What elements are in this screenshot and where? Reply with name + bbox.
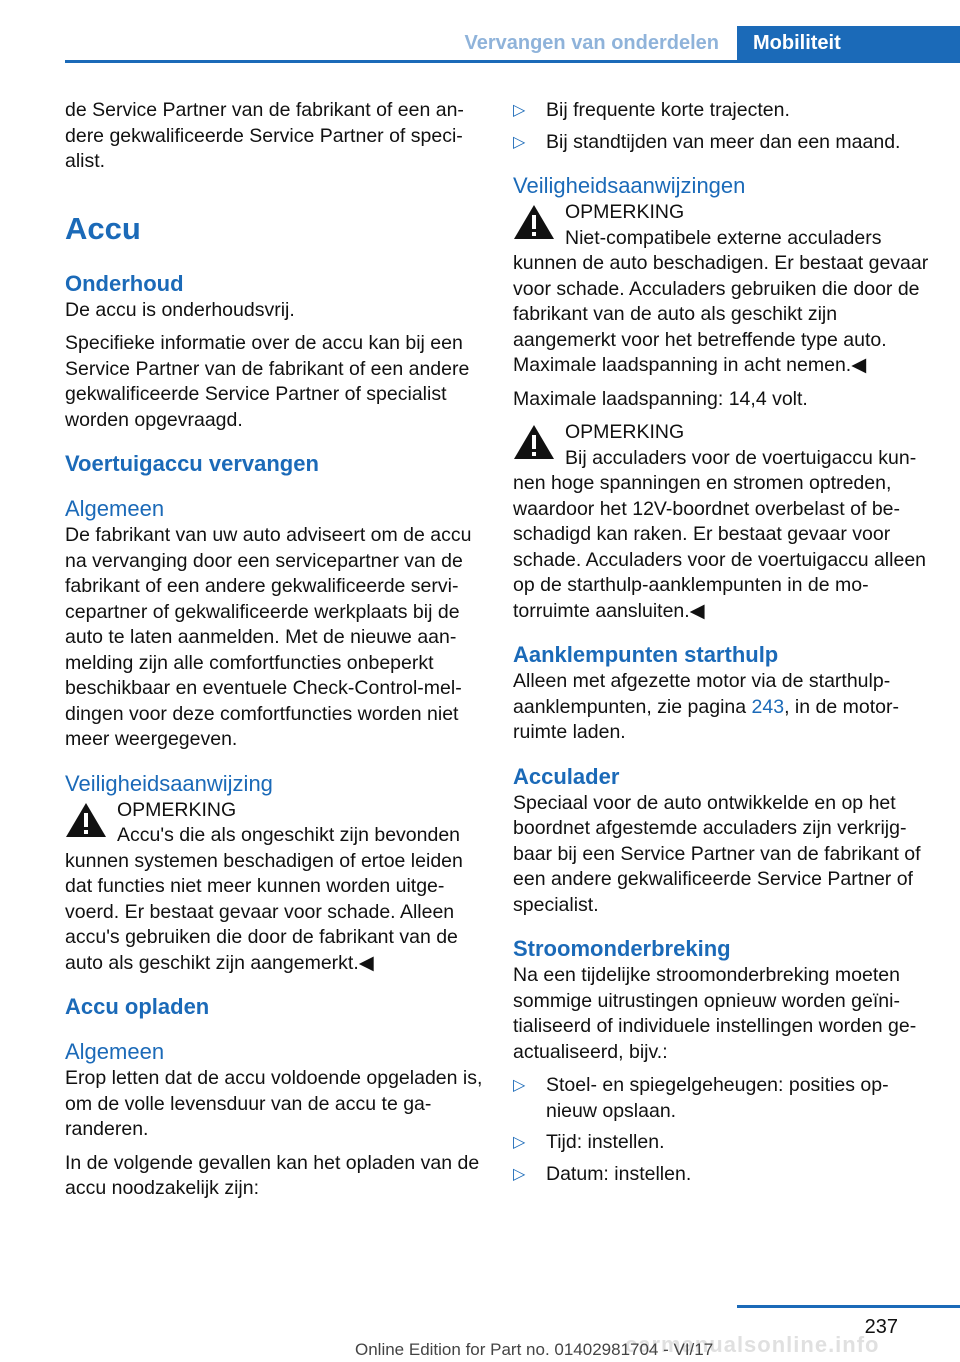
note-label: OPMERKING xyxy=(565,201,685,223)
triangle-bullet-icon: ▷ xyxy=(513,133,526,151)
left-column xyxy=(65,98,483,1210)
header-chapter-tab: Mobiliteit xyxy=(737,26,960,60)
list-item: ▷ Tijd: instellen. xyxy=(513,1130,931,1156)
right-column xyxy=(513,98,931,1195)
acculader-heading: Acculader xyxy=(513,763,620,789)
veiligheid-heading: Veiligheidsaanwijzing xyxy=(65,770,273,796)
triangle-bullet-icon: ▷ xyxy=(513,1134,526,1151)
page-link-243[interactable]: 243 xyxy=(751,695,785,718)
stroomonderbreking-paragraph: Na een tijdelijke stroomonderbreking moeten sommige uitrustingen opnieuw worden geïnitialiseerd of individuele instellingen worden geactualiseerd, bijv.: xyxy=(513,964,917,1063)
triangle-bullet-icon: ▷ xyxy=(513,1165,526,1183)
accu-title: Accu xyxy=(65,210,141,246)
algemeen-paragraph-2a: Erop letten dat de accu voldoende opgeladen is, om de volle levensduur van de accu te garanderen. xyxy=(65,1067,483,1140)
onderhoud-heading: Onderhoud xyxy=(65,270,184,296)
header-rule xyxy=(65,60,960,63)
note-label: OPMERKING xyxy=(117,798,237,821)
warning-note-1 xyxy=(513,200,931,379)
acculader-paragraph: Speciaal voor de auto ontwikkelde en op het boordnet afgestemde acculaders zijn verkrijgbaar bij een Service Partner van de fabrikant of een andere gekwalificeerde Service Partner of specialist. xyxy=(513,791,921,916)
note-label: OPMERKING xyxy=(565,421,685,443)
max-voltage-text: Maximale laadspanning: 14,4 volt. xyxy=(513,387,808,410)
list-item: ▷ Stoel- en spiegelgeheugen: posities opnieuw opslaan. xyxy=(513,1074,889,1122)
note-text: Bij acculaders voor de voertuigaccu kunnen hoge spanningen en stromen optreden, waardoor het 12V-boordnet overbelast of beschadigd kan raken. Er bestaat gevaar voor schade. Acculaders voor de voertuigaccu alleen op de starthulp-aanklempunten in de motorruimte aansluiten.◀ xyxy=(513,446,927,622)
aanklempunten-heading: Aanklempunten starthulp xyxy=(513,642,779,667)
algemeen-heading-2: Algemeen xyxy=(65,1039,165,1064)
page-header xyxy=(0,0,960,62)
veiligheid-heading-right: Veiligheidsaanwijzingen xyxy=(513,173,746,198)
list-item: ▷ Datum: instellen. xyxy=(513,1162,931,1188)
footer-rule xyxy=(737,1305,960,1308)
warning-triangle-icon xyxy=(513,424,555,460)
header-section-title: Vervangen van onderdelen xyxy=(464,32,719,54)
stroomonderbreking-heading: Stroomonderbreking xyxy=(513,936,731,961)
triangle-bullet-icon: ▷ xyxy=(513,1077,526,1094)
note-text: Accu's die als ongeschikt zijn bevonden kunnen systemen beschadigen of ertoe leiden dat functies niet meer kunnen worden uitgevoerd. Er bestaat gevaar voor schade. Alleen accu's gebruiken die door de fabrikant van de auto als geschikt zijn aangemerkt.◀ xyxy=(65,824,463,974)
page-number: 237 xyxy=(864,1316,898,1338)
intro-text: de Service Partner van de fabrikant of een andere gekwalificeerde Service Partner of specialist. xyxy=(65,99,464,172)
edition-text: Online Edition for Part no. 01402981704 - VI/17 xyxy=(355,1340,714,1359)
warning-note xyxy=(65,798,483,977)
opladen-heading: Accu opladen xyxy=(65,994,210,1019)
algemeen-paragraph-1: De fabrikant van uw auto adviseert om de accu na vervanging door een servicepartner van de fabrikant of een andere gekwalificeerde servicepartner of gekwalificeerde werkplaats bij de auto te laten aanmelden. Met de nieuwe aanmelding zijn alle comfortfuncties onbeperkt beschikbaar en eventuele Check-Control-meldingen voor deze comfortfuncties worden niet meer weergegeven. xyxy=(65,524,472,750)
algemeen-paragraph-2b: In de volgende gevallen kan het opladen van de accu noodzakelijk zijn: xyxy=(65,1151,480,1199)
warning-triangle-icon xyxy=(65,802,107,838)
list-item: ▷ Bij frequente korte trajecten. xyxy=(513,98,931,124)
warning-note-2 xyxy=(513,420,931,624)
onderhoud-paragraph-2: Specifieke informatie over de accu kan bij een Service Partner van de fabrikant of een andere gekwalificeerde Service Partner of specialist worden opgevraagd. xyxy=(65,332,470,431)
bullet-list-top xyxy=(513,98,931,155)
watermark: carmanualsonline.info xyxy=(625,1332,880,1357)
list-item: ▷ Bij standtijden van meer dan een maand. xyxy=(513,130,931,156)
warning-triangle-icon xyxy=(513,204,555,240)
note-text: Niet-compatibele externe acculaders kunnen de auto beschadigen. Er bestaat gevaar voor schade. Acculaders gebruiken die door de fabrikant van de auto als geschikt zijn aangemerkt voor het betreffende type auto. Maximale laadspanning in acht nemen.◀ xyxy=(513,226,929,376)
aanklempunten-paragraph: Alleen met afgezette motor via de starthulp-aanklempunten, zie pagina 243, in de motorruimte laden. xyxy=(513,670,899,743)
bullet-list-bottom xyxy=(513,1073,931,1187)
onderhoud-paragraph-1: De accu is onderhoudsvrij. xyxy=(65,298,295,321)
algemeen-heading-1: Algemeen xyxy=(65,496,165,521)
vervangen-heading: Voertuigaccu vervangen xyxy=(65,451,319,476)
triangle-bullet-icon: ▷ xyxy=(513,102,526,119)
